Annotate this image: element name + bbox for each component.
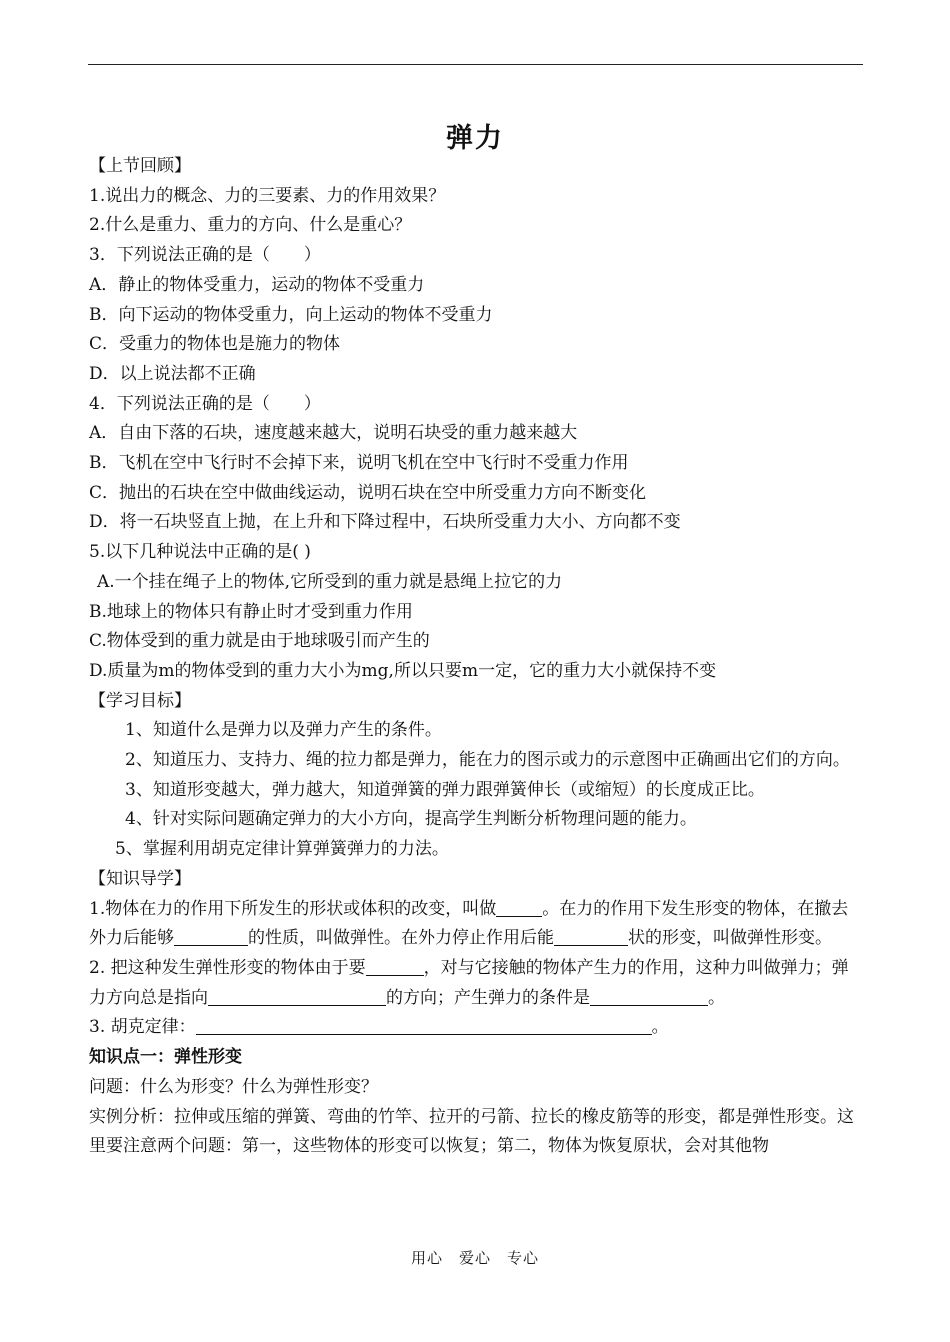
fill-blank[interactable] bbox=[208, 988, 386, 1006]
guide-item-1-text: 状的形变，叫做弹性形变。 bbox=[628, 928, 832, 949]
review-q1: 1.说出力的概念、力的三要素、力的作用效果？ bbox=[89, 185, 446, 206]
review-q5-option-a: A.一个挂在绳子上的物体,它所受到的重力就是悬绳上拉它的力 bbox=[97, 571, 563, 592]
document-body bbox=[89, 152, 865, 1162]
guide-heading: 【知识导学】 bbox=[89, 868, 191, 889]
guide-item-2-text: 2. 把这种发生弹性形变的物体由于要 bbox=[89, 957, 366, 978]
review-q4-option-b: B．飞机在空中飞行时不会掉下来，说明飞机在空中飞行时不受重力作用 bbox=[89, 453, 629, 474]
review-q3-stem: 3．下列说法正确的是（ ） bbox=[89, 245, 321, 266]
review-q3-option-a: A．静止的物体受重力，运动的物体不受重力 bbox=[89, 274, 425, 295]
page-footer: 用心 爱心 专心 bbox=[410, 1249, 539, 1267]
fill-blank[interactable] bbox=[366, 958, 424, 976]
guide-item-3-text: 3. 胡克定律： bbox=[89, 1017, 196, 1038]
guide-item-1-text: 的性质，叫做弹性。在外力停止作用后能 bbox=[248, 928, 554, 949]
review-q3-option-d: D．以上说法都不正确 bbox=[89, 363, 256, 384]
guide-item-1-text: 1.物体在力的作用下所发生的形状或体积的改变，叫做 bbox=[89, 898, 497, 919]
guide-item-2-text: 的方向；产生弹力的条件是 bbox=[386, 987, 590, 1008]
guide-item-2-text: ，对与它接触的物体产生力的作用，这种力叫做弹力；弹力方向总是指向 bbox=[89, 957, 849, 1008]
review-q5-option-c: C.物体受到的重力就是由于地球吸引而产生的 bbox=[89, 631, 430, 652]
point1-question: 问题：什么为形变？什么为弹性形变？ bbox=[89, 1076, 378, 1097]
header-rule bbox=[88, 64, 863, 65]
guide-item-2 bbox=[89, 954, 865, 1013]
guide-item-1-text: 。在力的作用下发生形变的物体，在撤去外力后能够 bbox=[89, 898, 849, 949]
point1-analysis: 实例分析：拉伸或压缩的弹簧、弯曲的竹竿、拉开的弓箭、拉长的橡皮筋等的形变，都是弹性形变。这里要注意两个问题：第一，这些物体的形变可以恢复；第二，物体为恢复原状，会对其他物 bbox=[89, 1106, 854, 1157]
goal-3: 3、知道形变越大，弹力越大，知道弹簧的弹力跟弹簧伸长（或缩短）的长度成正比。 bbox=[125, 779, 765, 800]
goal-5: 5、掌握利用胡克定律计算弹簧弹力的力法。 bbox=[115, 839, 449, 860]
review-q3-option-b: B．向下运动的物体受重力，向上运动的物体不受重力 bbox=[89, 304, 493, 325]
guide-item-1 bbox=[89, 895, 865, 954]
fill-blank[interactable] bbox=[590, 988, 708, 1006]
goals-heading: 【学习目标】 bbox=[89, 690, 191, 711]
review-q4-option-a: A．自由下落的石块，速度越来越大，说明石块受的重力越来越大 bbox=[89, 423, 578, 444]
goal-4: 4、针对实际问题确定弹力的大小方向，提高学生判断分析物理问题的能力。 bbox=[125, 809, 697, 830]
page-title: 弹力 bbox=[446, 123, 504, 154]
review-q4-option-c: C．抛出的石块在空中做曲线运动，说明石块在空中所受重力方向不断变化 bbox=[89, 482, 647, 503]
guide-item-2-text: 。 bbox=[708, 987, 725, 1008]
fill-blank[interactable] bbox=[496, 899, 542, 917]
review-q4-stem: 4．下列说法正确的是（ ） bbox=[89, 393, 321, 414]
review-q2: 2.什么是重力、重力的方向、什么是重心？ bbox=[89, 215, 412, 236]
review-q5-stem: 5.以下几种说法中正确的是( ) bbox=[89, 542, 311, 563]
review-q4-option-d: D．将一石块竖直上抛，在上升和下降过程中，石块所受重力大小、方向都不变 bbox=[89, 512, 681, 533]
fill-blank[interactable] bbox=[554, 928, 628, 946]
review-q3-option-c: C．受重力的物体也是施力的物体 bbox=[89, 334, 341, 355]
guide-item-3-text: 。 bbox=[651, 1017, 669, 1038]
review-heading: 【上节回顾】 bbox=[89, 156, 191, 176]
fill-blank[interactable] bbox=[196, 1017, 652, 1035]
review-q5-option-d: D.质量为m的物体受到的重力大小为mg,所以只要m一定，它的重力大小就保持不变 bbox=[89, 660, 717, 681]
point1-heading: 知识点一：弹性形变 bbox=[89, 1047, 242, 1068]
guide-item-3 bbox=[89, 1013, 865, 1043]
goal-2: 2、知道压力、支持力、绳的拉力都是弹力，能在力的图示或力的示意图中正确画出它们的方向。 bbox=[125, 750, 850, 771]
fill-blank[interactable] bbox=[174, 928, 248, 946]
review-q5-option-b: B.地球上的物体只有静止时才受到重力作用 bbox=[89, 601, 413, 622]
goal-1: 1、知道什么是弹力以及弹力产生的条件。 bbox=[125, 720, 442, 741]
